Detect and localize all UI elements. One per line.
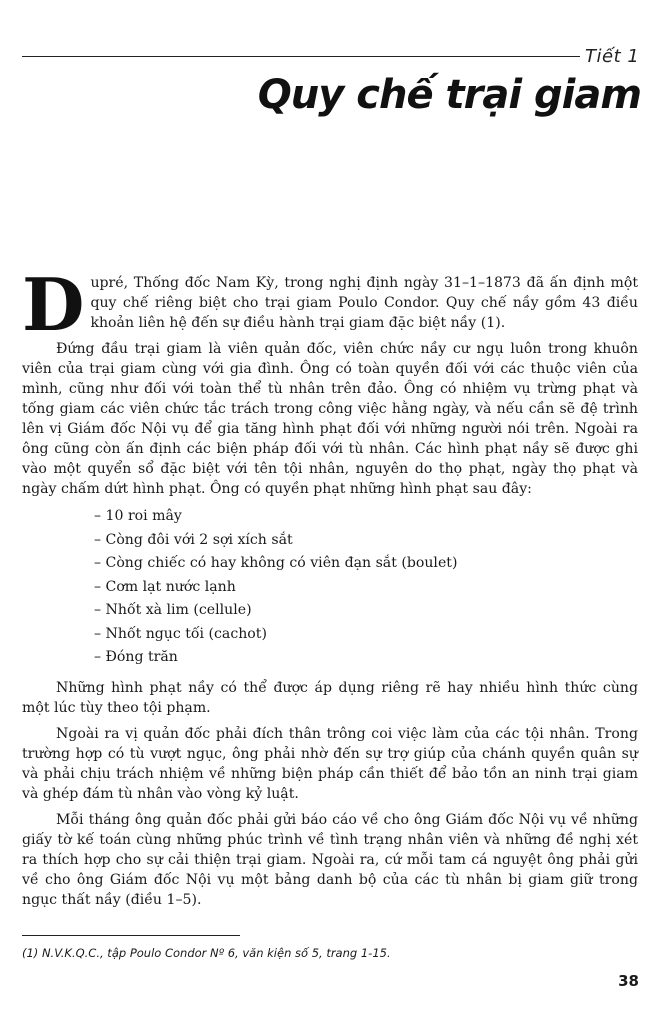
body-text [22,262,638,916]
penalty-list [94,505,638,670]
footnote-rule [22,935,240,936]
paragraph-intro [22,262,638,347]
penalty-item: – Còng chiếc có hay không có viên đạn sắt (boulet) [94,552,638,576]
penalty-item: – 10 roi mây [94,505,638,529]
penalty-item: – Còng đôi với 2 sợi xích sắt [94,529,638,553]
header-rule [22,56,580,57]
penalty-item: – Cơm lạt nước lạnh [94,576,638,600]
footnote: (1) N.V.K.Q.C., tập Poulo Condor Nº 6, văn kiện số 5, trang 1-15. [22,946,391,960]
drop-cap: D [22,262,85,347]
paragraph-intro-text: upré, Thống đốc Nam Kỳ, trong nghị định ngày 31–1–1873 đã ấn định một quy chế riêng biệt cho trại giam Poulo Condor. Quy chế nầy gồm 43 điều khoản liên hệ đến sự điều hành trại giam đặc biệt nầy (1). [90,275,638,331]
penalty-item: – Nhốt ngục tối (cachot) [94,623,638,647]
page-number: 38 [618,972,639,990]
penalty-item: – Đóng trăn [94,646,638,670]
section-label: Tiết 1 [585,46,640,67]
paragraph-combined-penalties: Những hình phạt nầy có thể được áp dụng riêng rẽ hay nhiều hình thức cùng một lúc tùy theo tội phạm. [22,679,638,716]
penalty-item: – Nhốt xà lim (cellule) [94,599,638,623]
paragraph-monthly-report: Mỗi tháng ông quản đốc phải gửi báo cáo về cho ông Giám đốc Nội vụ về những giấy tờ kế toán cùng những phúc trình về tình trạng nhân viên và những đề nghị xét ra thích hợp cho sự cải thiện trại giam. Ngoài ra, cứ mỗi tam cá nguyệt ông phải gửi về cho ông Giám đốc Nội vụ một bảng danh bộ của các tù nhân bị giam giữ trong ngục thất nầy (điều 1–5). [22,811,638,908]
paragraph-escape: Ngoài ra vị quản đốc phải đích thân trông coi việc làm của các tội nhân. Trong trường hợp có tù vượt ngục, ông phải nhờ đến sự trợ giúp của chánh quyền quân sự và phải chịu trách nhiệm về những biện pháp cần thiết để bảo tồn an ninh trại giam và ghép đám tù nhân vào vòng kỷ luật. [22,725,638,802]
chapter-title: Quy chế trại giam [257,72,641,118]
paragraph-warden: Đứng đầu trại giam là viên quản đốc, viên chức nầy cư ngụ luôn trong khuôn viên của trại giam cùng với gia đình. Ông có toàn quyền đối với các thuộc viên của mình, cũng như đối với toàn thể tù nhân trên đảo. Ông có nhiệm vụ trừng phạt và tống giam các viên chức tắc trách trong công việc hằng ngày, và nếu cần sẽ đệ trình lên vị Giám đốc Nội vụ để gia tăng hình phạt đối với những người nói trên. Ngoài ra ông cũng còn ấn định các biện pháp đối với tù nhân. Các hình phạt nầy sẽ được ghi vào một quyển sổ đặc biệt với tên tội nhân, nguyên do thọ phạt, ngày thọ phạt và ngày chấm dứt hình phạt. Ông có quyền phạt những hình phạt sau đây: [22,341,638,497]
